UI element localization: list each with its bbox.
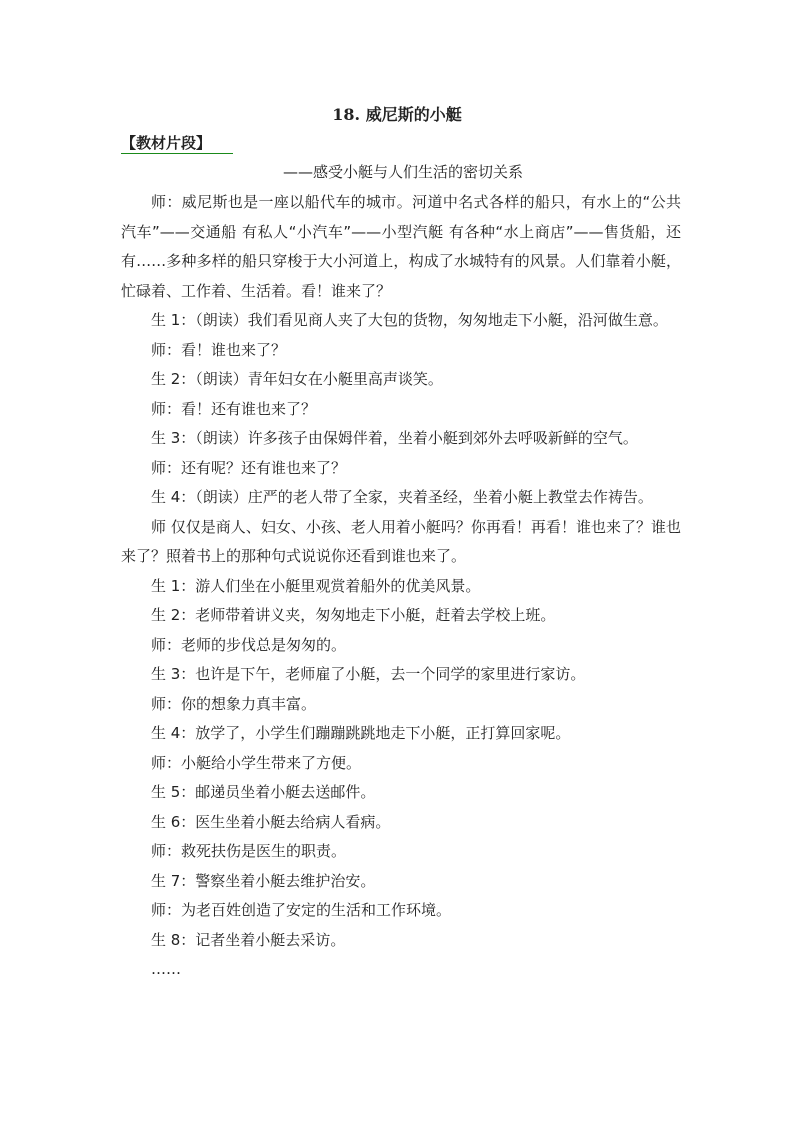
dialogue-body [121,188,681,985]
paragraph-student-4-reading: 生 4：（朗读）庄严的老人带了全家，夹着圣经，坐着小艇上教堂去作祷告。 [151,488,653,506]
section-tag: 【教材片段】 [121,133,233,154]
paragraph-teacher-comment: 师：为老百姓创造了安定的生活和工作环境。 [151,901,452,919]
paragraph-student-3-reading: 生 3：（朗读）许多孩子由保姆伴着，坐着小艇到郊外去呼吸新鲜的空气。 [151,429,638,447]
paragraph-student-answer: 生 6：医生坐着小艇去给病人看病。 [151,812,391,831]
paragraph-student-answer: 生 7：警察坐着小艇去维护治安。 [151,871,376,890]
paragraph-student-answer: 生 3：也许是下午，老师雇了小艇，去一个同学的家里进行家访。 [151,665,586,683]
paragraph-student-answer: 生 8：记者坐着小艇去采访。 [151,930,346,949]
paragraph-teacher-prompt: 师：看！还有谁也来了？ [151,399,317,418]
paragraph-student-answer: 生 1：游人们坐在小艇里观赏着船外的优美风景。 [151,576,481,595]
paragraph-student-2-reading: 生 2：（朗读）青年妇女在小艇里高声谈笑。 [151,370,443,388]
paragraph-student-answer: 生 2：老师带着讲义夹，匆匆地走下小艇，赶着去学校上班。 [151,606,556,624]
paragraph-teacher-comment: 师：救死扶伤是医生的职责。 [151,842,347,860]
paragraph-student-answer: 生 4：放学了，小学生们蹦蹦跳跳地走下小艇，正打算回家呢。 [151,724,571,742]
paragraph-teacher-intro: 师：威尼斯也是一座以船代车的城市。河道中名式各样的船只，有水上的“公共汽车”——交通船 有私人“小汽车”——小型汽艇 有各种“水上商店”——售货船，还有……多种多样的船只穿梭于大小河道上，构成了水城特有的风景。人们靠着小艇，忙碌着、工作着、生活着。看！谁来了？ [121,193,681,300]
paragraph-student-1-reading: 生 1：（朗读）我们看见商人夹了大包的货物，匆匆地走下小艇，沿河做生意。 [151,311,668,329]
document-title: 18. 威尼斯的小艇 [332,105,462,124]
paragraph-student-answer: 生 5：邮递员坐着小艇去送邮件。 [151,783,376,801]
paragraph-teacher-prompt: 师：还有呢？还有谁也来了？ [151,458,347,477]
paragraph-teacher-comment: 师：小艇给小学生带来了方便。 [151,753,362,772]
section-subtitle: ——感受小艇与人们生活的密切关系 [283,163,524,181]
paragraph-teacher-question: 师 仅仅是商人、妇女、小孩、老人用着小艇吗？你再看！再看！谁也来了？谁也来了？照着书上的那种句式说说你还看到谁也来了。 [121,517,681,565]
paragraph-ellipsis: …… [151,960,181,978]
paragraph-teacher-comment: 师：你的想象力真丰富。 [151,694,317,713]
paragraph-teacher-prompt: 师：看！谁也来了？ [151,340,287,359]
paragraph-teacher-comment: 师：老师的步伐总是匆匆的。 [151,635,347,654]
